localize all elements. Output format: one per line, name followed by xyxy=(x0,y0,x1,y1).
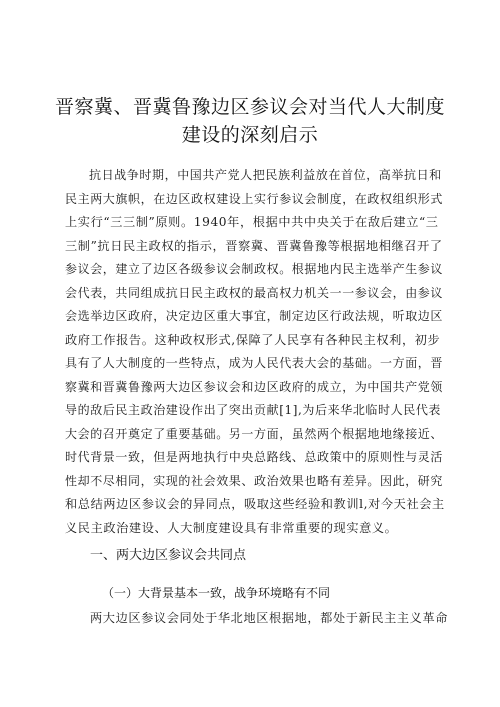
paragraph-line: 会代表，共同组成抗日民主政权的最高权力机关一一参议会，由参议 xyxy=(65,285,444,300)
document-title-line2: 建设的深刻启示 xyxy=(181,124,319,146)
paragraph-line: 两大边区参议会同处于华北地区根据地，都处于新民主主义革命 xyxy=(90,611,449,625)
intro-paragraph xyxy=(65,164,445,540)
paragraph-line: 大会的召开奠定了重要基础。另一方面，虽然两个根据地地缘接近、 xyxy=(65,426,444,441)
paragraph-line: 上实行“三三制”原则。1940年，根据中共中央关于在敌后建立“三 xyxy=(65,215,439,229)
paragraph-line: 民主两大旗帜，在边区政权建设上实行参议会制度，在政权组织形式 xyxy=(65,191,444,206)
paragraph-line: 察冀和晋冀鲁豫两大边区参议会和边区政府的成立，为中国共产党领 xyxy=(65,379,444,394)
paragraph-line: 三制”抗日民主政权的指示，晋察冀、晋冀鲁豫等根据地相继召开了 xyxy=(65,238,443,253)
subsection-heading: （一）大背景基本一致，战争环境略有不同 xyxy=(102,586,331,600)
paragraph-line: 具有了人大制度的一些特点，成为人民代表大会的基础。一方面，晋 xyxy=(65,356,444,370)
paragraph-line: 参议会，建立了边区各级参议会制政权。根据地内民主选举产生参议 xyxy=(65,262,444,276)
paragraph-line: 政府工作报告。这种政权形式,保障了人民享有各种民主权利，初步 xyxy=(65,332,441,347)
paragraph-line: 抗日战争时期，中国共产党人把民族利益放在首位，高举抗日和 xyxy=(89,168,442,182)
paragraph-line: 导的敌后民主政治建设作出了突出贡献[1],为后来华北临时人民代表 xyxy=(65,403,442,417)
paragraph-line: 义民主政治建设、人大制度建设具有非常重要的现实意义。 xyxy=(65,520,398,535)
paragraph-line: 和总结两边区参议会的异同点，吸取这些经验和教训l,对今天社会主 xyxy=(65,497,445,511)
paragraph-line: 时代背景一致，但是两地执行中央总路线、总政策中的原则性与灵活 xyxy=(65,450,444,464)
paragraph-line: 会选举边区政府，决定边区重大事宜，制定边区行政法规，听取边区 xyxy=(65,309,444,323)
paragraph-line: 性却不尽相同，实现的社会效果、政治效果也略有差异。因此，研究 xyxy=(65,473,444,488)
document-title-line1: 晋察冀、晋冀鲁豫边区参议会对当代人大制度 xyxy=(54,96,445,118)
section-heading: 一、两大边区参议会共同点 xyxy=(90,548,247,563)
